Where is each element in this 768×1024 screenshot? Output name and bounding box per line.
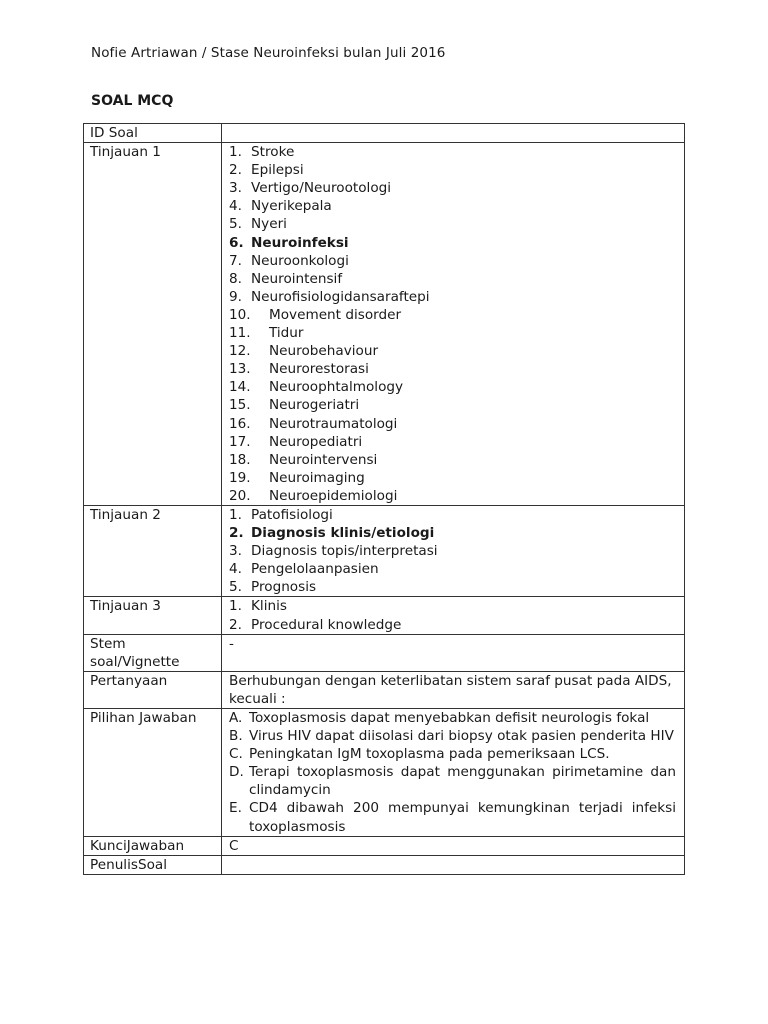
list-item — [229, 709, 676, 727]
value-penulis-soal — [222, 855, 685, 874]
list-item-text: Pengelolaanpasien — [251, 561, 379, 578]
list-item-number: 8. — [229, 270, 242, 287]
list-item-number: 18. — [229, 451, 251, 468]
list-item — [229, 763, 676, 799]
list-item — [229, 179, 676, 197]
list-item-text: Virus HIV dapat diisolasi dari biopsy otak pasien penderita HIV — [249, 728, 674, 745]
list-item-number: D. — [229, 764, 244, 781]
row-kunci-jawaban — [84, 836, 685, 855]
list-item-text: Epilepsi — [251, 162, 304, 179]
label-kunci-jawaban: KunciJawaban — [84, 836, 222, 855]
list-item-text: Vertigo/Neurootologi — [251, 180, 392, 197]
value-tinjauan-1 — [222, 143, 685, 506]
list-item-number: 3. — [229, 180, 242, 197]
list-item — [229, 215, 676, 233]
list-item — [229, 745, 676, 763]
list-item — [229, 197, 676, 215]
list-item-text: Nyerikepala — [251, 198, 332, 215]
list-item-number: 6. — [229, 234, 244, 251]
list-item-number: 4. — [229, 561, 242, 578]
tinjauan-1-list — [229, 143, 676, 505]
list-item-text: Nyeri — [251, 216, 287, 233]
label-stem-line-2: soal/Vignette — [90, 653, 180, 670]
list-item-number: C. — [229, 746, 243, 763]
list-item-text: Stroke — [251, 144, 295, 161]
list-item-text: Tidur — [269, 325, 304, 342]
row-penulis-soal — [84, 855, 685, 874]
list-item-text: Peningkatan IgM toxoplasma pada pemeriksaan LCS. — [249, 746, 610, 763]
label-pilihan-jawaban: Pilihan Jawaban — [84, 709, 222, 837]
row-stem — [84, 634, 685, 671]
list-item-text: Toxoplasmosis dapat menyebabkan defisit neurologis fokal — [249, 710, 650, 726]
list-item-text: Neurointensif — [251, 270, 343, 287]
list-item — [229, 378, 676, 396]
list-item-text: Neuroophtalmology — [269, 379, 404, 396]
value-tinjauan-2 — [222, 505, 685, 596]
list-item-number: 2. — [229, 616, 242, 633]
value-stem: - — [222, 634, 685, 671]
value-tinjauan-3 — [222, 597, 685, 634]
list-item — [229, 506, 676, 524]
row-id-soal — [84, 124, 685, 143]
list-item — [229, 288, 676, 306]
label-pertanyaan: Pertanyaan — [84, 671, 222, 708]
list-item — [229, 597, 676, 615]
label-id-soal: ID Soal — [84, 124, 222, 143]
list-item — [229, 342, 676, 360]
list-item-text: Diagnosis topis/interpretasi — [251, 543, 438, 560]
list-item — [229, 234, 676, 252]
tinjauan-2-list — [229, 506, 676, 596]
list-item — [229, 433, 676, 451]
value-pilihan-jawaban — [222, 709, 685, 837]
list-item — [229, 616, 676, 634]
row-tinjauan-1 — [84, 143, 685, 506]
list-item-number: 2. — [229, 525, 244, 542]
list-item-text: Neurointervensi — [269, 451, 378, 468]
list-item-number: 5. — [229, 216, 242, 233]
row-pertanyaan — [84, 671, 685, 708]
list-item — [229, 451, 676, 469]
list-item-number: 13. — [229, 361, 251, 378]
label-tinjauan-2: Tinjauan 2 — [84, 505, 222, 596]
mcq-table — [83, 123, 685, 875]
list-item — [229, 252, 676, 270]
list-item — [229, 270, 676, 288]
row-tinjauan-2 — [84, 505, 685, 596]
list-item-text: Neurofisiologidansaraftepi — [251, 288, 430, 305]
list-item-text: Neurobehaviour — [269, 343, 379, 360]
list-item-number: 7. — [229, 252, 242, 269]
list-item-text: Neuroinfeksi — [251, 234, 349, 251]
document-header: Nofie Artriawan / Stase Neuroinfeksi bulan Juli 2016 — [91, 45, 446, 61]
list-item-text: Klinis — [251, 598, 287, 615]
row-tinjauan-3 — [84, 597, 685, 634]
list-item — [229, 524, 676, 542]
list-item-number: 19. — [229, 469, 251, 486]
list-item-text: Procedural knowledge — [251, 616, 402, 633]
list-item — [229, 469, 676, 487]
list-item — [229, 560, 676, 578]
list-item-text: Neurorestorasi — [269, 361, 369, 378]
answer-options-list — [229, 709, 676, 836]
list-item-number: B. — [229, 728, 243, 745]
list-item-number: 4. — [229, 198, 242, 215]
list-item-text: Terapi toxoplasmosis dapat menggunakan pirimetamine dan clindamycin — [249, 764, 676, 799]
list-item-text: Prognosis — [251, 579, 317, 596]
list-item-text: Neuroepidemiologi — [269, 487, 398, 504]
list-item-number: 15. — [229, 397, 251, 414]
document-title: SOAL MCQ — [91, 93, 174, 109]
list-item — [229, 143, 676, 161]
list-item — [229, 487, 676, 505]
value-id-soal — [222, 124, 685, 143]
label-tinjauan-3: Tinjauan 3 — [84, 597, 222, 634]
list-item-number: 11. — [229, 325, 251, 342]
list-item — [229, 415, 676, 433]
tinjauan-3-list — [229, 597, 676, 633]
list-item — [229, 360, 676, 378]
list-item-text: Diagnosis klinis/etiologi — [251, 525, 435, 542]
list-item-number: A. — [229, 710, 243, 726]
value-pertanyaan: Berhubungan dengan keterlibatan sistem saraf pusat pada AIDS, kecuali : — [222, 671, 685, 708]
list-item — [229, 161, 676, 179]
list-item-text: Movement disorder — [269, 306, 402, 323]
label-stem — [84, 634, 222, 671]
list-item — [229, 727, 676, 745]
list-item-number: 5. — [229, 579, 242, 596]
list-item — [229, 542, 676, 560]
list-item-number: 14. — [229, 379, 251, 396]
list-item-number: 1. — [229, 598, 242, 615]
list-item-text: Neurogeriatri — [269, 397, 360, 414]
list-item — [229, 306, 676, 324]
list-item-number: 1. — [229, 506, 242, 523]
list-item — [229, 578, 676, 596]
list-item-number: 1. — [229, 144, 242, 161]
label-penulis-soal: PenulisSoal — [84, 855, 222, 874]
label-tinjauan-1: Tinjauan 1 — [84, 143, 222, 506]
list-item-text: Neuroonkologi — [251, 252, 349, 269]
list-item-number: 20. — [229, 487, 251, 504]
list-item-number: 17. — [229, 433, 251, 450]
list-item-number: 12. — [229, 343, 251, 360]
list-item-text: CD4 dibawah 200 mempunyai kemungkinan terjadi infeksi toxoplasmosis — [249, 800, 676, 835]
list-item — [229, 324, 676, 342]
list-item-number: 16. — [229, 415, 251, 432]
list-item-number: E. — [229, 800, 242, 817]
list-item-text: Neuroimaging — [269, 469, 365, 486]
value-kunci-jawaban: C — [222, 836, 685, 855]
list-item-text: Neuropediatri — [269, 433, 363, 450]
label-stem-line-1: Stem — [90, 635, 126, 652]
list-item-number: 3. — [229, 543, 242, 560]
list-item — [229, 799, 676, 835]
list-item-number: 2. — [229, 162, 242, 179]
list-item-number: 9. — [229, 288, 242, 305]
list-item-text: Patofisiologi — [251, 506, 333, 523]
list-item — [229, 396, 676, 414]
list-item-number: 10. — [229, 306, 251, 323]
row-pilihan-jawaban — [84, 709, 685, 837]
list-item-text: Neurotraumatologi — [269, 415, 398, 432]
